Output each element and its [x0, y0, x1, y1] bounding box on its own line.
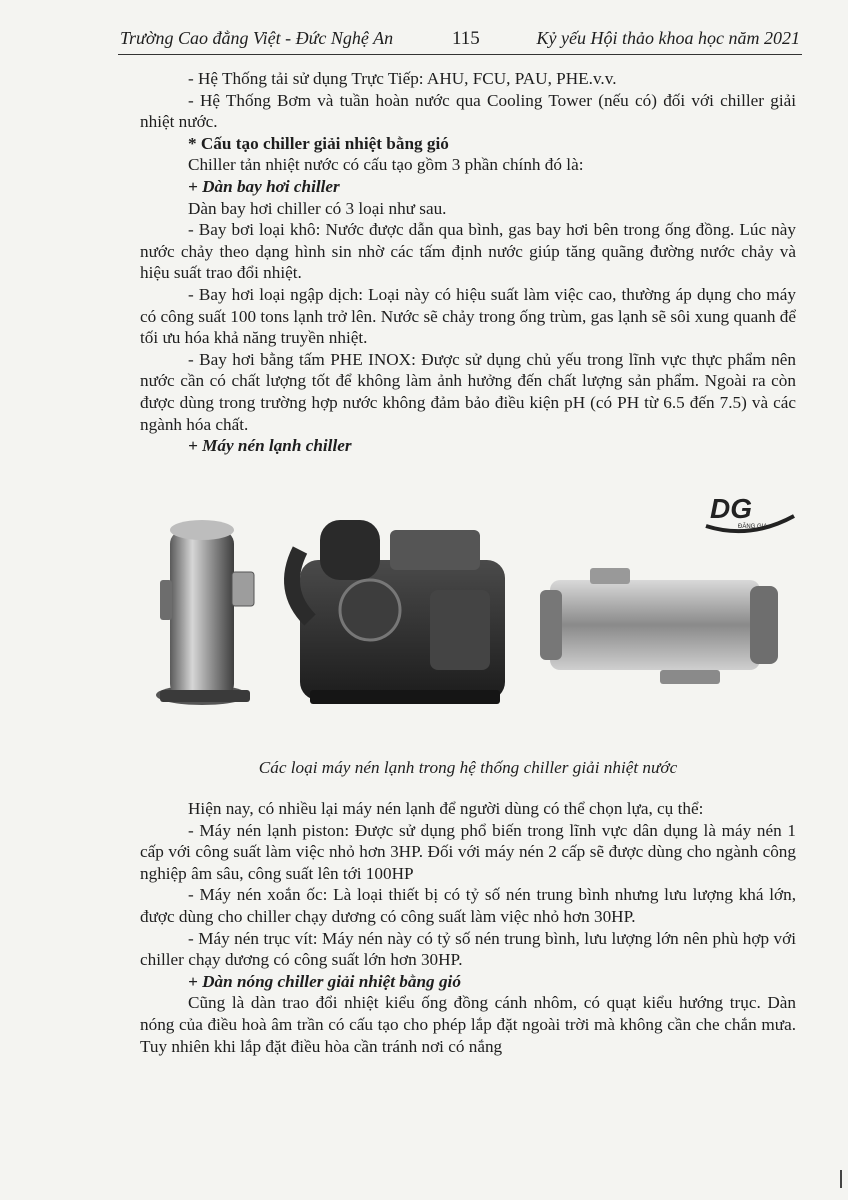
- paragraph: - Hệ Thống Bơm và tuần hoàn nước qua Cooling Tower (nếu có) đối với chiller giải nhiệt nước.: [140, 90, 796, 132]
- page-header: [120, 28, 800, 54]
- piston-compressor-image: [292, 520, 505, 704]
- compressor-photos: [140, 490, 800, 752]
- paragraph: * Cấu tạo chiller giải nhiệt bằng gió: [188, 133, 449, 153]
- logo-text: DG: [710, 493, 752, 524]
- paragraph: + Dàn nóng chiller giải nhiệt bằng gió: [188, 971, 461, 991]
- paragraph: Chiller tản nhiệt nước có cấu tạo gồm 3 phần chính đó là:: [188, 155, 584, 175]
- body-text-top: [140, 68, 796, 457]
- paragraph: - Bay bơi loại khô: Nước được dẫn qua bình, gas bay hơi bên trong ống đồng. Lúc này nước chảy theo dạng hình sin nhờ các tấm định nước giúp tăng quãng đường nước chảy và hiệu suất trao đổi nhiệt.: [140, 220, 796, 283]
- paragraph: - Bay hơi bằng tấm PHE INOX: Được sử dụng chủ yếu trong lĩnh vực thực phẩm nên nước cần có chất lượng tốt để không làm ảnh hưởng đến chất lượng sản phẩm. Ngoài ra còn được dùng trong trường hợp nước không đảm bảo điều kiện pH (có PH từ 6.5 đến 7.5) và các ngành hóa chất.: [140, 349, 796, 434]
- paragraph: Cũng là dàn trao đổi nhiệt kiểu ống đồng cánh nhôm, có quạt kiểu hướng trục. Dàn nóng của điều hoà âm trần có cấu tạo cho phép lắp đặt ngoài trời mà không cần che chắn mưa. Tuy nhiên khi lắp đặt điều hòa cần tránh nơi có nắng: [140, 993, 796, 1056]
- screw-compressor-image: [540, 568, 778, 684]
- paragraph: - Máy nén lạnh piston: Được sử dụng phổ biến trong lĩnh vực dân dụng là máy nén 1 cấp với công suất làm việc nhỏ hơn 3HP. Đối với máy nén 2 cấp sẽ được dùng cho ngành công nghiệp âm sâu, công suất lên tới 100HP: [140, 820, 796, 883]
- body-text-bottom: [140, 798, 796, 1057]
- logo-subtext: ĐĂNG GIA: [738, 524, 768, 530]
- figure-caption: Các loại máy nén lạnh trong hệ thống chiller giải nhiệt nước: [258, 758, 678, 777]
- paragraph: - Bay hơi loại ngập dịch: Loại này có hiệu suất làm việc cao, thường áp dụng cho máy có công suất 100 tons lạnh trở lên. Nước sẽ chảy trong ống trùm, gas lạnh sẽ sôi xung quanh để tối ưu hóa khả năng truyền nhiệt.: [140, 284, 796, 348]
- paragraph: + Máy nén lạnh chiller: [188, 436, 352, 456]
- header-school-name: Trường Cao đẳng Việt - Đức Nghệ An: [120, 28, 394, 48]
- page-number: 115: [452, 28, 480, 49]
- paragraph: Hiện nay, có nhiều lại máy nén lạnh để người dùng có thể chọn lựa, cụ thể:: [188, 799, 704, 818]
- paragraph: - Hệ Thống tải sử dụng Trực Tiếp: AHU, FCU, PAU, PHE.v.v.: [188, 69, 617, 88]
- paragraph: Dàn bay hơi chiller có 3 loại như sau.: [188, 198, 447, 218]
- compressor-figure: [140, 490, 800, 752]
- dang-gia-logo: [706, 493, 794, 531]
- margin-mark: [840, 1170, 842, 1188]
- header-proceedings-title: Kỷ yếu Hội thảo khoa học năm 2021: [536, 28, 800, 48]
- header-rule: [118, 54, 802, 55]
- paragraph: - Máy nén xoắn ốc: Là loại thiết bị có tỷ số nén trung bình nhưng lưu lượng khá lớn, được dùng cho chiller chạy dương có công suất làm việc nhỏ hơn 30HP.: [140, 885, 796, 926]
- paragraph: - Máy nén trục vít: Máy nén này có tỷ số nén trung bình, lưu lượng lớn nên phù hợp với chiller chạy dương có công suất lớn hơn 30HP.: [140, 928, 796, 970]
- paragraph: + Dàn bay hơi chiller: [188, 176, 340, 196]
- scroll-compressor-image: [156, 520, 254, 705]
